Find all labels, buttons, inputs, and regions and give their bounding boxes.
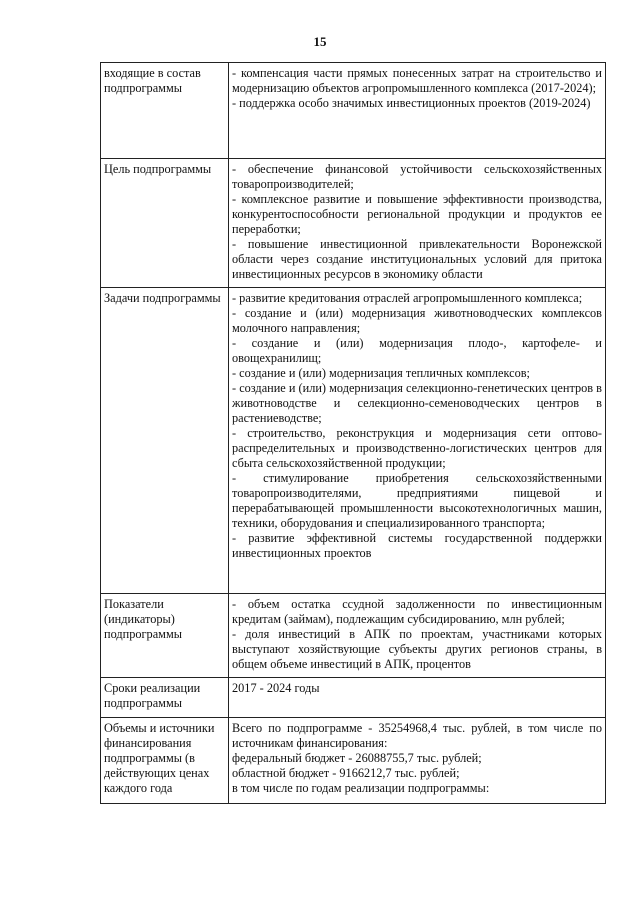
row-label: входящие в состав подпрограммы [101, 63, 229, 159]
list-item: - стимулирование приобретения сельскохозяйственными товаропроизводителями, предприятиями пищевой и перерабатывающей промышленности высокотехнологичных машин, техники, оборудования и специализированного транспорта; [232, 471, 602, 530]
list-item: - развитие эффективной системы государственной поддержки инвестиционных проектов [232, 531, 602, 560]
list-item: - компенсация части прямых понесенных затрат на строительство и модернизацию объектов агропромышленного комплекса (2017-2024); [232, 66, 602, 95]
list-item: 2017 - 2024 годы [232, 681, 320, 695]
list-item: - создание и (или) модернизация плодо-, картофеле- и овощехранилищ; [232, 336, 602, 365]
row-content [229, 718, 606, 804]
subprogram-passport-table [100, 62, 606, 804]
row-label: Сроки реализации подпрограммы [101, 678, 229, 718]
row-content [229, 159, 606, 288]
row-content [229, 594, 606, 678]
page-number: 15 [313, 34, 327, 49]
row-label: Показатели (индикаторы) подпрограммы [101, 594, 229, 678]
list-item: - объем остатка ссудной задолженности по инвестиционным кредитам (займам), подлежащим субсидированию, млн рублей; [232, 597, 602, 626]
list-item: - строительство, реконструкция и модернизация сети оптово-распределительных и производственно-логистических центров для сбыта сельскохозяйственной продукции; [232, 426, 602, 470]
row-label: Объемы и источники финансирования подпрограммы (в действующих ценах каждого года [101, 718, 229, 804]
list-item: - доля инвестиций в АПК по проектам, участниками которых выступают хозяйствующие субъекты других регионов страны, в общем объеме инвестиций в АПК, процентов [232, 627, 602, 671]
list-item: - повышение инвестиционной привлекательности Воронежской области через создание институциональных условий для притока инвестиционных ресурсов в экономику области [232, 237, 602, 281]
list-item: - создание и (или) модернизация селекционно-генетических центров в животноводстве и селекционно-семеноводческих центров в растениеводстве; [232, 381, 602, 425]
table-row [101, 63, 606, 159]
table-row [101, 718, 606, 804]
list-item: областной бюджет - 9166212,7 тыс. рублей; [232, 766, 460, 780]
list-item: - создание и (или) модернизация животноводческих комплексов молочного направления; [232, 306, 602, 335]
list-item: Всего по подпрограмме - 35254968,4 тыс. рублей, в том числе по источникам финансирования: [232, 721, 602, 750]
row-label: Задачи подпрограммы [101, 288, 229, 594]
table-row [101, 594, 606, 678]
list-item: - создание и (или) модернизация тепличных комплексов; [232, 366, 530, 380]
table-row [101, 678, 606, 718]
list-item: - обеспечение финансовой устойчивости сельскохозяйственных товаропроизводителей; [232, 162, 602, 191]
row-content [229, 678, 606, 718]
list-item: в том числе по годам реализации подпрограммы: [232, 781, 490, 795]
table-row [101, 288, 606, 594]
row-content [229, 63, 606, 159]
list-item: - поддержка особо значимых инвестиционных проектов (2019-2024) [232, 96, 591, 110]
row-label: Цель подпрограммы [101, 159, 229, 288]
list-item: федеральный бюджет - 26088755,7 тыс. рублей; [232, 751, 482, 765]
table-row [101, 159, 606, 288]
list-item: - комплексное развитие и повышение эффективности производства, конкурентоспособности региональной продукции и продуктов ее переработки; [232, 192, 602, 236]
list-item: - развитие кредитования отраслей агропромышленного комплекса; [232, 291, 583, 305]
row-content [229, 288, 606, 594]
